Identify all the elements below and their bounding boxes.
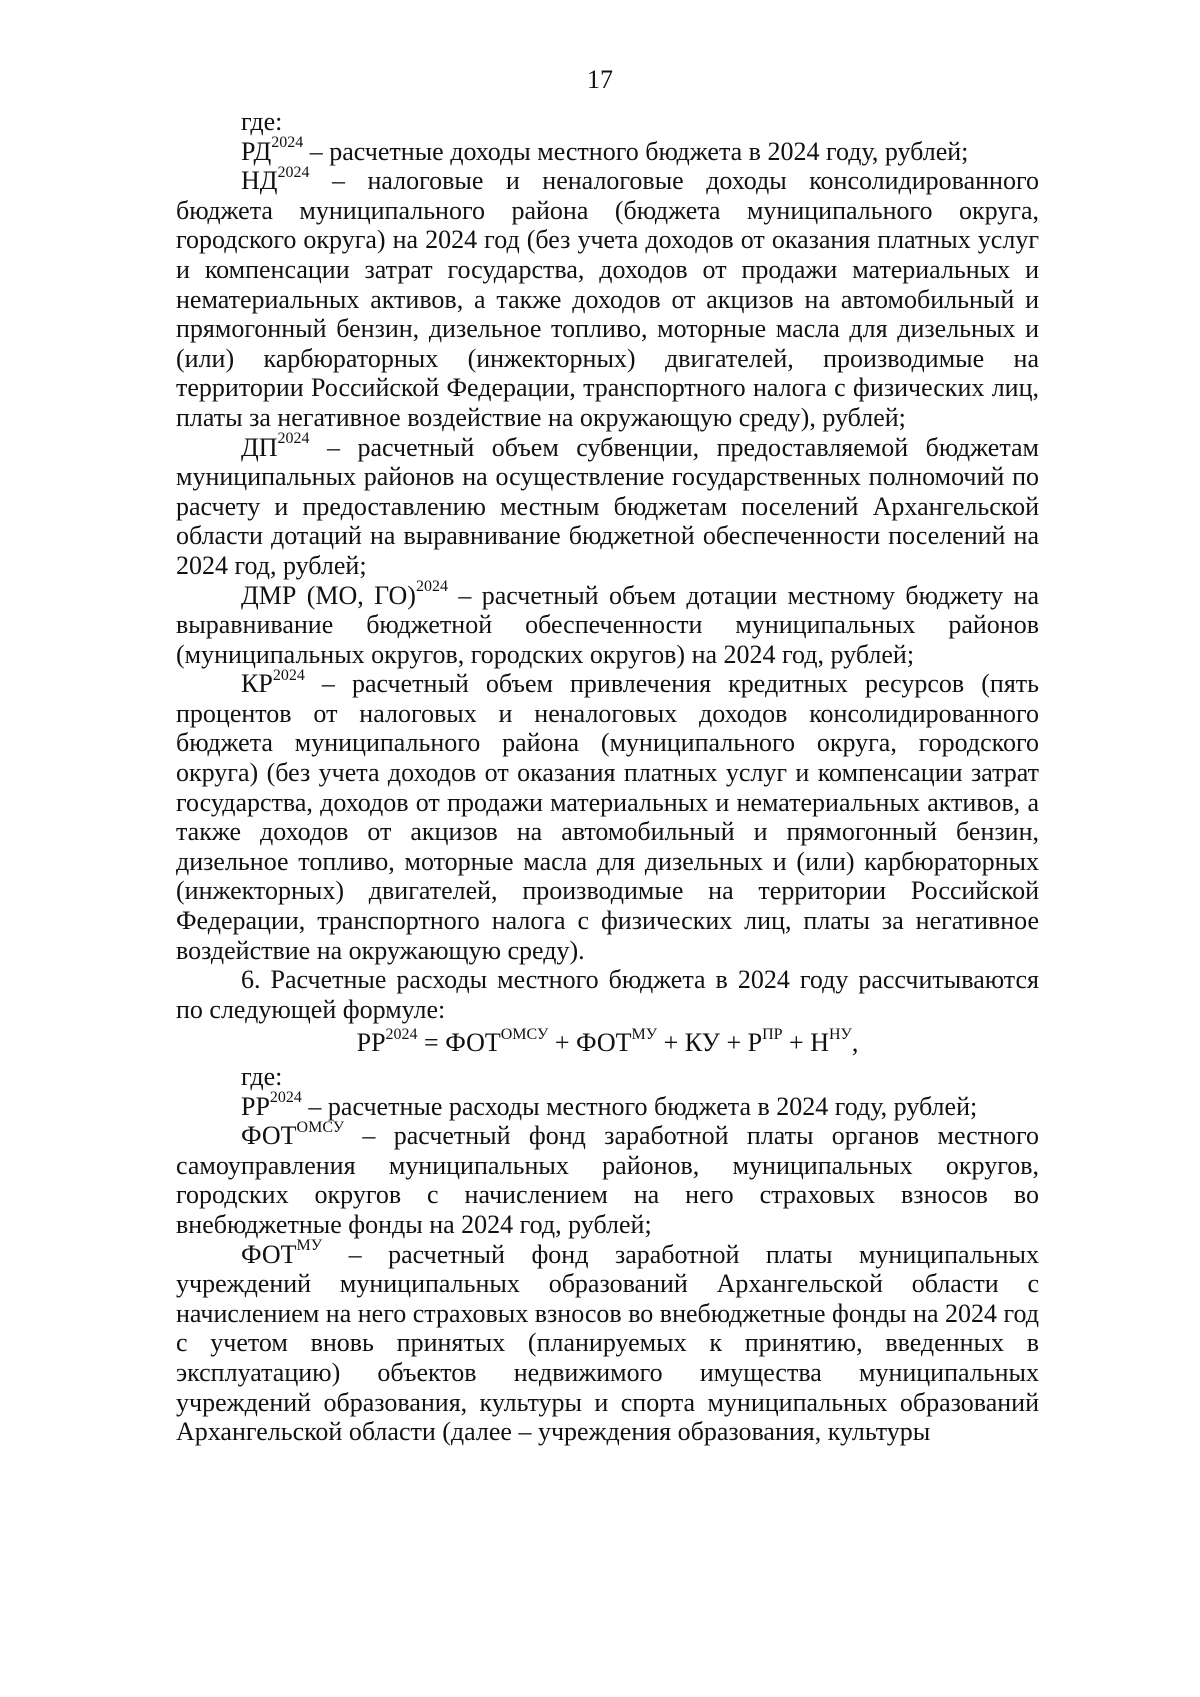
superscript-fot-mu: МУ (296, 1236, 323, 1254)
superscript-fot-omsu: ОМСУ (296, 1118, 345, 1136)
formula-part-b: = ФОТ (417, 1028, 501, 1058)
definition-rd: – расчетные доходы местного бюджета в 2024 году, рублей; (303, 136, 969, 166)
paragraph-item-6: 6. Расчетные расходы местного бюджета в 2024 году рассчитываются по следующей формуле: (176, 965, 1039, 1024)
formula-part-c: + ФОТ (548, 1028, 632, 1058)
formula-sup-d: ПР (762, 1025, 783, 1043)
formula (176, 1025, 1039, 1058)
paragraph-dmr (176, 577, 1040, 670)
definition-dp: – расчетный объем субвенции, предоставляемой бюджетам муниципальных районов на осуществление государственных полномочий по расчету и предоставлению местным бюджетам поселений Архангельской области дотаций на выравнивание бюджетной обеспеченности поселений на 2024 год, рублей; (176, 432, 1039, 580)
symbol-rr: РР (241, 1091, 270, 1121)
paragraph-fot-omsu (176, 1118, 1039, 1239)
formula-part-f: , (851, 1028, 859, 1058)
symbol-dmr: ДМР (МО, ГО) (241, 580, 416, 610)
paragraph-kr (176, 666, 1039, 965)
formula-part-d: + КУ + Р (657, 1028, 763, 1058)
paragraph-fot-mu (176, 1236, 1039, 1447)
paragraph-where-1: где: (241, 107, 283, 136)
paragraph-rd (176, 133, 1039, 167)
formula-sup-b: ОМСУ (500, 1025, 549, 1043)
formula-sup-e: НУ (828, 1025, 852, 1043)
superscript-dmr: 2024 (415, 577, 448, 595)
symbol-fot-omsu: ФОТ (241, 1121, 297, 1151)
definition-kr: – расчетный объем привлечения кредитных ресурсов (пять процентов от налоговых и неналоговых доходов консолидированного бюджета муниципального района (муниципального округа, городского округа) (без учета доходов от оказания платных услуг и компенсации затрат государства, доходов от продажи материальных и нематериальных активов, а также доходов от акцизов на автомобильный и прямогонный бензин, дизельное топливо, моторные масла для дизельных и (или) карбюраторных (инжекторных) двигателей, производимые на территории Российской Федерации, транспортного налога с физических лиц, платы за негативное воздействие на окружающую среду). (176, 669, 1039, 965)
symbol-dp: ДП (241, 432, 278, 462)
definition-nd: – налоговые и неналоговые доходы консолидированного бюджета муниципального района (бюджета муниципального округа, городского округа) на 2024 год (без учета доходов от оказания платных услуг и компенсации затрат государства, доходов от продажи материальных и нематериальных активов, а также доходов от акцизов на автомобильный и прямогонный бензин, дизельное топливо, моторные масла для дизельных и (или) карбюраторных (инжекторных) двигателей, производимые на территории Российской Федерации, транспортного налога с физических лиц, платы за негативное воздействие на окружающую среду), рублей; (176, 166, 1039, 432)
symbol-rd: РД (241, 136, 272, 166)
page-number: 17 (587, 65, 613, 94)
paragraph-nd (176, 163, 1039, 432)
paragraph-where-2: где: (241, 1062, 283, 1091)
superscript-dp: 2024 (277, 429, 310, 447)
formula-sup-a: 2024 (385, 1025, 418, 1043)
symbol-kr: КР (241, 669, 273, 699)
symbol-nd: НД (241, 166, 278, 196)
superscript-rr: 2024 (269, 1088, 302, 1106)
formula-sup-c: МУ (631, 1025, 658, 1043)
paragraph-rr (176, 1088, 1039, 1122)
superscript-kr: 2024 (272, 666, 305, 684)
formula-part-a: РР (356, 1028, 386, 1058)
symbol-fot-mu: ФОТ (241, 1239, 297, 1269)
definition-fot-omsu: – расчетный фонд заработной платы органов местного самоуправления муниципальных районов, муниципальных округов, городских округов с начислением на него страховых взносов во внебюджетные фонды на 2024 год, рублей; (176, 1121, 1039, 1239)
document-body (176, 107, 1039, 1447)
definition-fot-mu: – расчетный фонд заработной платы муниципальных учреждений муниципальных образований Архангельской области с начислением на него страховых взносов во внебюджетные фонды на 2024 год с учетом вновь принятых (планируемых к принятию, введенных в эксплуатацию) объектов недвижимого имущества муниципальных учреждений образования, культуры и спорта муниципальных образований Архангельской области (далее – учреждения образования, культуры (176, 1239, 1039, 1447)
superscript-nd: 2024 (277, 163, 310, 181)
definition-dmr: – расчетный объем дотации местному бюджету на выравнивание бюджетной обеспеченности муниципальных районов (муниципальных округов, городских округов) на 2024 год, рублей; (176, 580, 1040, 669)
paragraph-dp (176, 429, 1039, 581)
superscript-rd: 2024 (271, 133, 304, 151)
definition-rr: – расчетные расходы местного бюджета в 2024 году, рублей; (301, 1091, 978, 1121)
formula-part-e: + Н (782, 1028, 829, 1058)
